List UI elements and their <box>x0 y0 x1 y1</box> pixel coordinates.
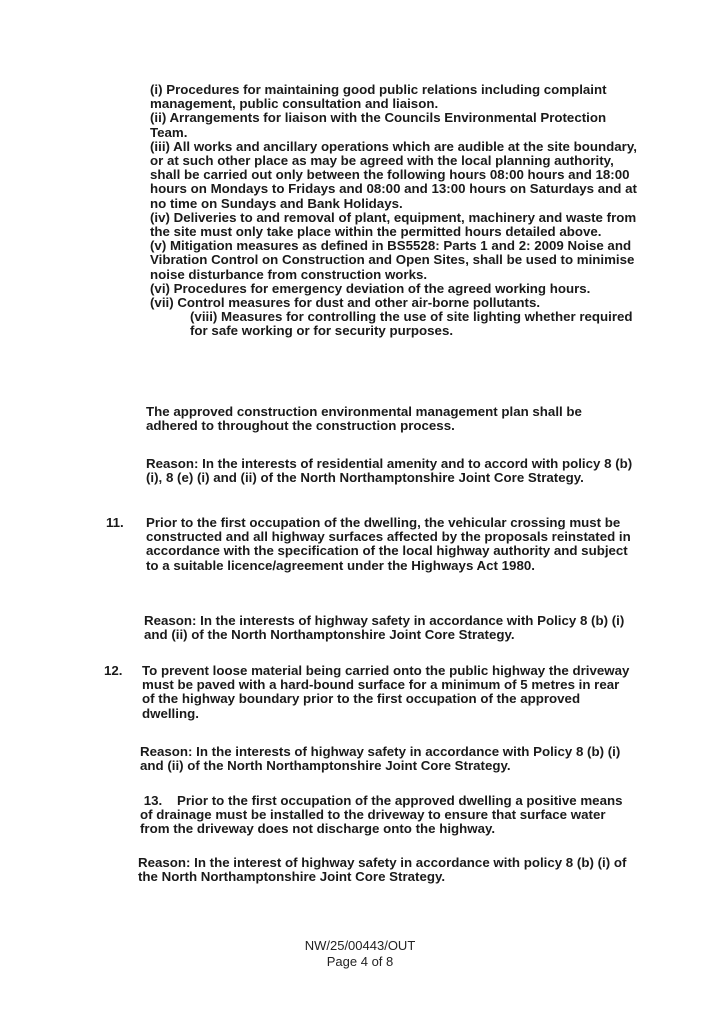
list-item: (viii) Measures for controlling the use of site lighting whether required for safe working or for security purposes. <box>190 309 633 339</box>
condition-13-text: 13. Prior to the first occupation of the approved dwelling a positive means of drainage must be installed to the driveway to ensure that surface water from the driveway does not discharge onto the highway. <box>140 793 627 837</box>
page-number: Page 4 of 8 <box>326 954 394 969</box>
list-item: (vi) Procedures for emergency deviation of the agreed working hours. <box>150 280 591 296</box>
plan-reason: Reason: In the interests of residential amenity and to accord with policy 8 (b) (i), 8 (e) (i) and (ii) of the North Northamptonshire Joint Core Strategy. <box>146 456 633 486</box>
list-item: (iv) Deliveries to and removal of plant, equipment, machinery and waste from the site must only take place within the permitted hours detailed above. <box>150 209 637 240</box>
list-item: (i) Procedures for maintaining good public relations including complaint management, public consultation and liaison. <box>150 82 607 112</box>
condition-13-reason: Reason: In the interest of highway safety in accordance with policy 8 (b) (i) of the North Northamptonshire Joint Core Strategy. <box>138 855 627 885</box>
list-item: (ii) Arrangements for liaison with the Councils Environmental Protection Team. <box>150 110 607 140</box>
list-item: (vii) Control measures for dust and other air-borne pollutants. <box>150 295 541 311</box>
condition-11-text: Prior to the first occupation of the dwelling, the vehicular crossing must be constructed and all highway surfaces affected by the proposals reinstated in accordance with the specification of the local highway authority and subject to a suitable licence/agreement under the Highways Act 1980. <box>146 515 631 573</box>
reference-number: NW/25/00443/OUT <box>304 938 416 953</box>
plan-closing-paragraph: The approved construction environmental management plan shall be adhered to throughout the construction process. <box>146 404 582 434</box>
condition-12-reason: Reason: In the interests of highway safety in accordance with Policy 8 (b) (i) and (ii) of the North Northamptonshire Joint Core Strategy. <box>140 744 621 774</box>
condition-12-text: To prevent loose material being carried onto the public highway the driveway must be paved with a hard-bound surface for a minimum of 5 metres in rear of the highway boundary prior to the first occupation of the approved dwelling. <box>142 663 630 721</box>
condition-11-number: 11. <box>106 515 124 530</box>
condition-12-number: 12. <box>104 663 123 678</box>
list-item: (iii) All works and ancillary operations which are audible at the site boundary, or at such other place as may be agreed with the local planning authority, shall be carried out only between the following hours 08:00 hours and 18:00 hours on Mondays to Fridays and 08:00 and 13:00 hours on Saturdays and at no time on Sundays and Bank Holidays. <box>150 138 637 211</box>
list-item: (v) Mitigation measures as defined in BS5528: Parts 1 and 2: 2009 Noise and Vibration Control on Construction and Open Sites, shall be used to minimise noise disturbance from construction works. <box>150 238 635 282</box>
condition-11-reason: Reason: In the interests of highway safety in accordance with Policy 8 (b) (i) and (ii) of the North Northamptonshire Joint Core Strategy. <box>144 613 625 643</box>
condition-list <box>150 83 640 339</box>
page-footer <box>230 938 490 970</box>
